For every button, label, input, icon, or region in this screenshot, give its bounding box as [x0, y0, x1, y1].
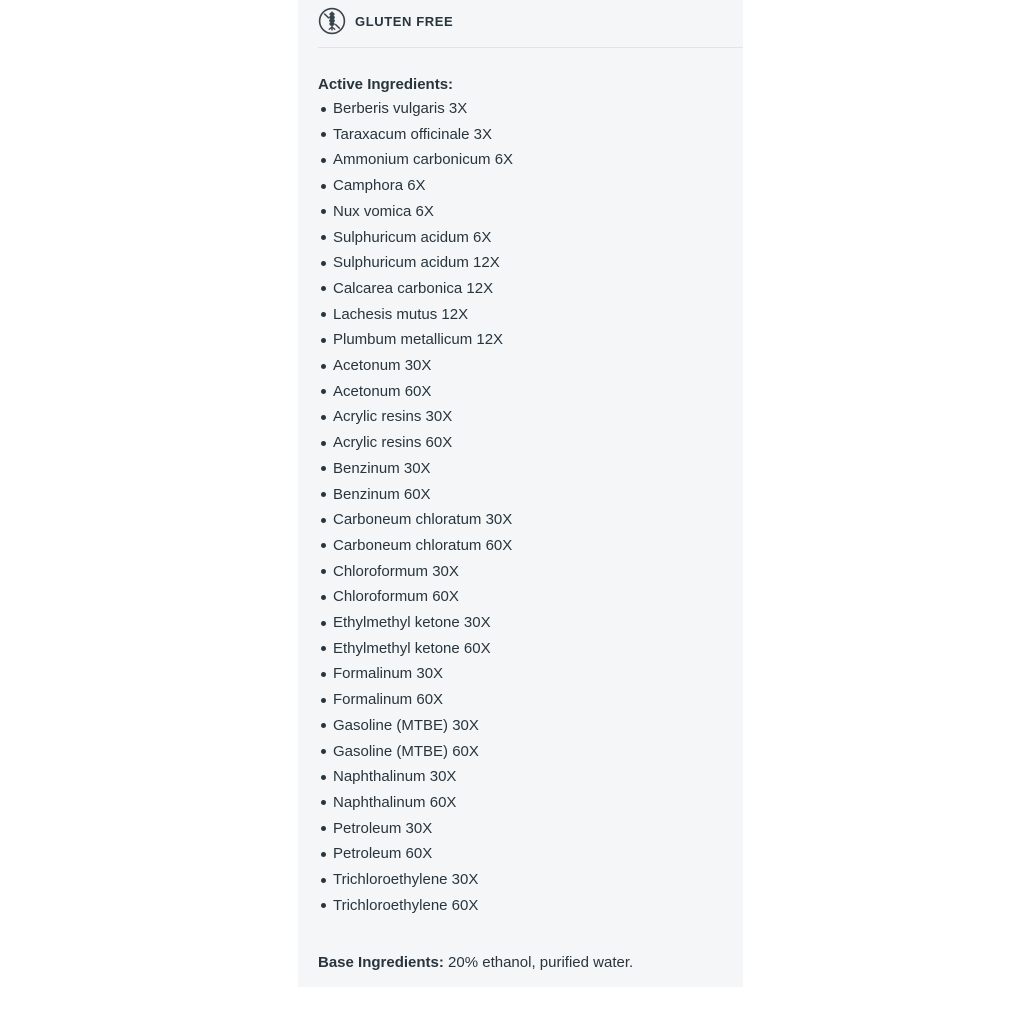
ingredient-item: Calcarea carbonica 12X: [318, 276, 743, 302]
ingredient-item: Formalinum 60X: [318, 687, 743, 713]
ingredient-item: Petroleum 30X: [318, 816, 743, 842]
ingredient-item: Trichloroethylene 30X: [318, 867, 743, 893]
gluten-free-badge: [318, 6, 743, 36]
ingredient-item: Gasoline (MTBE) 60X: [318, 739, 743, 765]
ingredient-item: Ethylmethyl ketone 60X: [318, 636, 743, 662]
ingredient-item: Berberis vulgaris 3X: [318, 96, 743, 122]
gluten-free-label: GLUTEN FREE: [355, 13, 454, 29]
ingredient-item: Acrylic resins 30X: [318, 404, 743, 430]
ingredient-item: Taraxacum officinale 3X: [318, 122, 743, 148]
gluten-free-icon: [318, 7, 346, 35]
ingredient-item: Chloroformum 60X: [318, 584, 743, 610]
ingredient-item: Benzinum 30X: [318, 456, 743, 482]
ingredient-item: Ethylmethyl ketone 30X: [318, 610, 743, 636]
ingredient-item: Lachesis mutus 12X: [318, 302, 743, 328]
ingredient-item: Sulphuricum acidum 12X: [318, 250, 743, 276]
ingredient-item: Plumbum metallicum 12X: [318, 327, 743, 353]
base-ingredients: [318, 953, 743, 973]
active-ingredients-heading: Active Ingredients:: [318, 76, 454, 93]
ingredient-item: Gasoline (MTBE) 30X: [318, 713, 743, 739]
active-ingredients-list: [318, 96, 743, 919]
ingredient-item: Chloroformum 30X: [318, 559, 743, 585]
ingredient-item: Naphthalinum 30X: [318, 764, 743, 790]
ingredient-item: Acrylic resins 60X: [318, 430, 743, 456]
ingredient-item: Benzinum 60X: [318, 482, 743, 508]
ingredient-item: Naphthalinum 60X: [318, 790, 743, 816]
ingredient-item: Petroleum 60X: [318, 841, 743, 867]
ingredient-item: Trichloroethylene 60X: [318, 893, 743, 919]
base-ingredients-text: 20% ethanol, purified water.: [443, 953, 634, 971]
ingredient-item: Camphora 6X: [318, 173, 743, 199]
ingredient-item: Sulphuricum acidum 6X: [318, 225, 743, 251]
ingredient-item: Formalinum 30X: [318, 661, 743, 687]
ingredient-item: Acetonum 60X: [318, 379, 743, 405]
section-divider: [318, 47, 743, 48]
ingredient-item: Ammonium carbonicum 6X: [318, 147, 743, 173]
ingredients-panel: [298, 0, 743, 987]
ingredient-item: Carboneum chloratum 30X: [318, 507, 743, 533]
base-ingredients-label: Base Ingredients:: [318, 953, 444, 971]
ingredient-item: Nux vomica 6X: [318, 199, 743, 225]
ingredient-item: Carboneum chloratum 60X: [318, 533, 743, 559]
ingredient-item: Acetonum 30X: [318, 353, 743, 379]
